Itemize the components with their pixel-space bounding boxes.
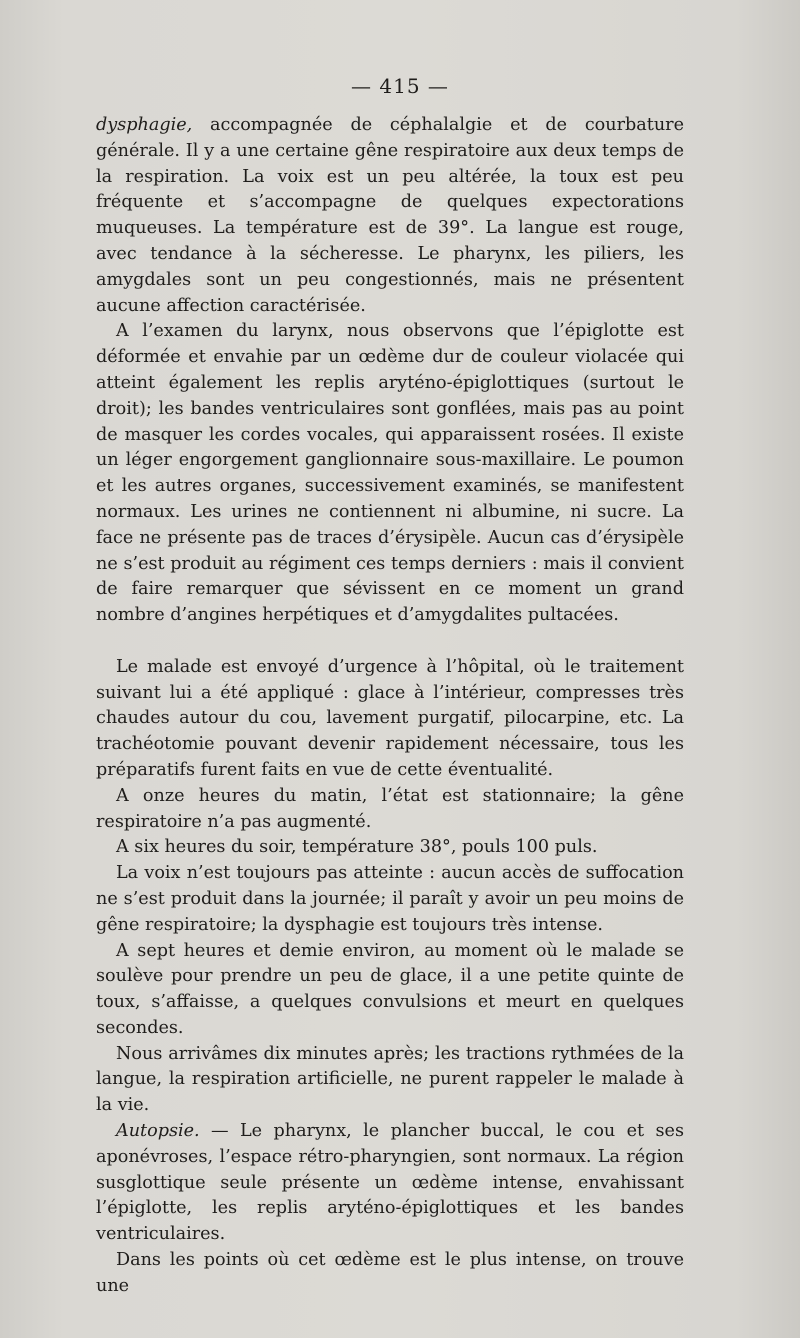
paragraph-5: A six heures du soir, température 38°, pouls 100 puls. [116,837,598,858]
paragraph-10: Dans les points où cet œdème est le plus intense, on trouve une [96,1250,684,1296]
paragraph-text: — Le pharynx, le plancher buccal, le cou et ses aponévroses, l’espace rétro-pharyngien, sont normaux. La région susglottique seule présente un œdème intense, envahissant l’épiglotte, les replis aryténo-épiglottiques et les bandes ventriculaires. [96,1121,684,1245]
paragraph-lead-italic: dysphagie, [96,115,193,135]
body-text [96,113,684,1300]
paragraph-text: accompagnée de céphalalgie et de courbature générale. Il y a une certaine gêne respiratoire aux deux temps de la respiration. La voix est un peu altérée, la toux est peu fréquente et s’accompagne de quelques expectorations muqueuses. La température est de 39°. La langue est rouge, avec tendance à la sécheresse. Le pharynx, les piliers, les amygdales sont un peu congestionnés, mais ne présentent aucune affection caractérisée. [96,115,684,316]
paragraph-7: A sept heures et demie environ, au moment où le malade se soulève pour prendre un peu de glace, il a une petite quinte de toux, s’affaisse, a quelques convulsions et meurt en quelques secondes. [96,940,684,1038]
paragraph-2: A l’examen du larynx, nous observons que l’épiglotte est déformée et envahie par un œdème dur de couleur violacée qui atteint également les replis aryténo-épiglottiques (surtout le droit); les bandes ventriculaires sont gonflées, mais pas au point de masquer les cordes vocales, qui apparaissent rosées. Il existe un léger engorgement ganglionnaire sous-maxillaire. Le poumon et les autres organes, successivement examinés, se manifestent normaux. Les urines ne contiennent ni albumine, ni sucre. La face ne présente pas de traces d’érysipèle. Aucun cas d’érysipèle ne s’est produit au régiment ces temps derniers : mais il convient de faire remarquer que sévissent en ce moment un grand nombre d’angines herpétiques et d’amygdalites pultacées. [96,321,684,626]
paragraph-lead-italic: Autopsie. [116,1121,200,1142]
page-number: — 415 — [351,74,449,98]
paragraph-8: Nous arrivâmes dix minutes après; les tractions rythmées de la langue, la respiration artificielle, ne purent rappeler le malade à la vie. [96,1043,684,1116]
paragraph-6: La voix n’est toujours pas atteinte : aucun accès de suffocation ne s’est produit dans la journée; il paraît y avoir un peu moins de gêne respiratoire; la dysphagie est toujours très intense. [96,863,684,935]
paragraph-4: A onze heures du matin, l’état est stationnaire; la gêne respiratoire n’a pas augmenté. [96,785,684,832]
paragraph-9 [96,1119,684,1248]
paragraph-1 [96,113,684,319]
paragraph-3: Le malade est envoyé d’urgence à l’hôpital, où le traitement suivant lui a été appliqué : glace à l’intérieur, compresses très chaudes autour du cou, lavement purgatif, pilocarpine, etc. La trachéotomie pouvant devenir rapidement nécessaire, tous les préparatifs furent faits en vue de cette éventualité. [96,656,684,780]
